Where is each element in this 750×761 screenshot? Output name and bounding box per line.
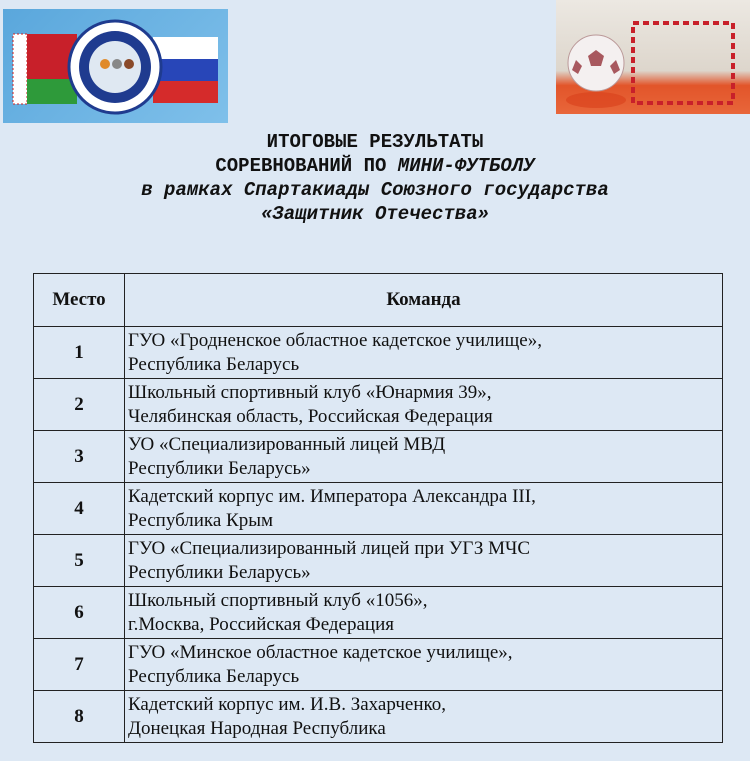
team-region: Республика Крым — [128, 509, 274, 531]
team-region: Донецкая Народная Республика — [128, 717, 386, 739]
table-row — [34, 587, 723, 639]
team-region: Республика Беларусь — [128, 665, 300, 687]
team-name: Кадетский корпус им. И.В. Захарченко, — [128, 693, 447, 715]
place-cell: 5 — [34, 535, 125, 587]
team-region: Челябинская область, Российская Федерация — [128, 405, 493, 427]
place-cell: 4 — [34, 483, 125, 535]
place-cell: 2 — [34, 379, 125, 431]
flags-emblem-icon — [3, 9, 228, 123]
team-name: ГУО «Гродненское областное кадетское училище», — [128, 329, 542, 351]
title-line-2-prefix: СОРЕВНОВАНИЙ ПО — [215, 155, 398, 177]
title-line-3: в рамках Спартакиады Союзного государства — [141, 179, 609, 201]
table-header-row — [34, 274, 723, 327]
team-cell — [125, 587, 723, 639]
team-region: г.Москва, Российская Федерация — [128, 613, 394, 635]
table-row — [34, 327, 723, 379]
team-name: ГУО «Специализированный лицей при УГЗ МЧС — [128, 537, 531, 559]
ball-goal-icon — [556, 0, 750, 114]
team-cell — [125, 327, 723, 379]
place-cell: 3 — [34, 431, 125, 483]
team-cell — [125, 691, 723, 743]
team-cell — [125, 483, 723, 535]
document-title — [0, 130, 750, 226]
place-cell: 7 — [34, 639, 125, 691]
table-row — [34, 483, 723, 535]
title-line-1: ИТОГОВЫЕ РЕЗУЛЬТАТЫ — [266, 131, 484, 153]
header-place: Место — [34, 274, 125, 327]
table-row — [34, 379, 723, 431]
table-row — [34, 691, 723, 743]
team-region: Республика Беларусь — [128, 353, 300, 375]
results-table — [33, 273, 723, 743]
team-name: Кадетский корпус им. Императора Александра III, — [128, 485, 536, 507]
futsal-photo — [556, 0, 750, 114]
team-name: Школьный спортивный клуб «1056», — [128, 589, 428, 611]
title-sport: МИНИ-ФУТБОЛУ — [397, 155, 535, 177]
team-cell — [125, 431, 723, 483]
title-line-2 — [0, 154, 750, 178]
team-cell — [125, 535, 723, 587]
team-region: Республики Беларусь» — [128, 561, 311, 583]
table-row — [34, 535, 723, 587]
team-name: Школьный спортивный клуб «Юнармия 39», — [128, 381, 492, 403]
team-region: Республики Беларусь» — [128, 457, 311, 479]
table-row — [34, 431, 723, 483]
table-row — [34, 639, 723, 691]
spartakiad-logo — [3, 9, 228, 123]
team-cell — [125, 639, 723, 691]
team-name: ГУО «Минское областное кадетское училище», — [128, 641, 513, 663]
place-cell: 6 — [34, 587, 125, 639]
team-cell — [125, 379, 723, 431]
header-team: Команда — [125, 274, 723, 327]
team-name: УО «Специализированный лицей МВД — [128, 433, 446, 455]
place-cell: 1 — [34, 327, 125, 379]
place-cell: 8 — [34, 691, 125, 743]
title-line-4: «Защитник Отечества» — [260, 203, 490, 225]
